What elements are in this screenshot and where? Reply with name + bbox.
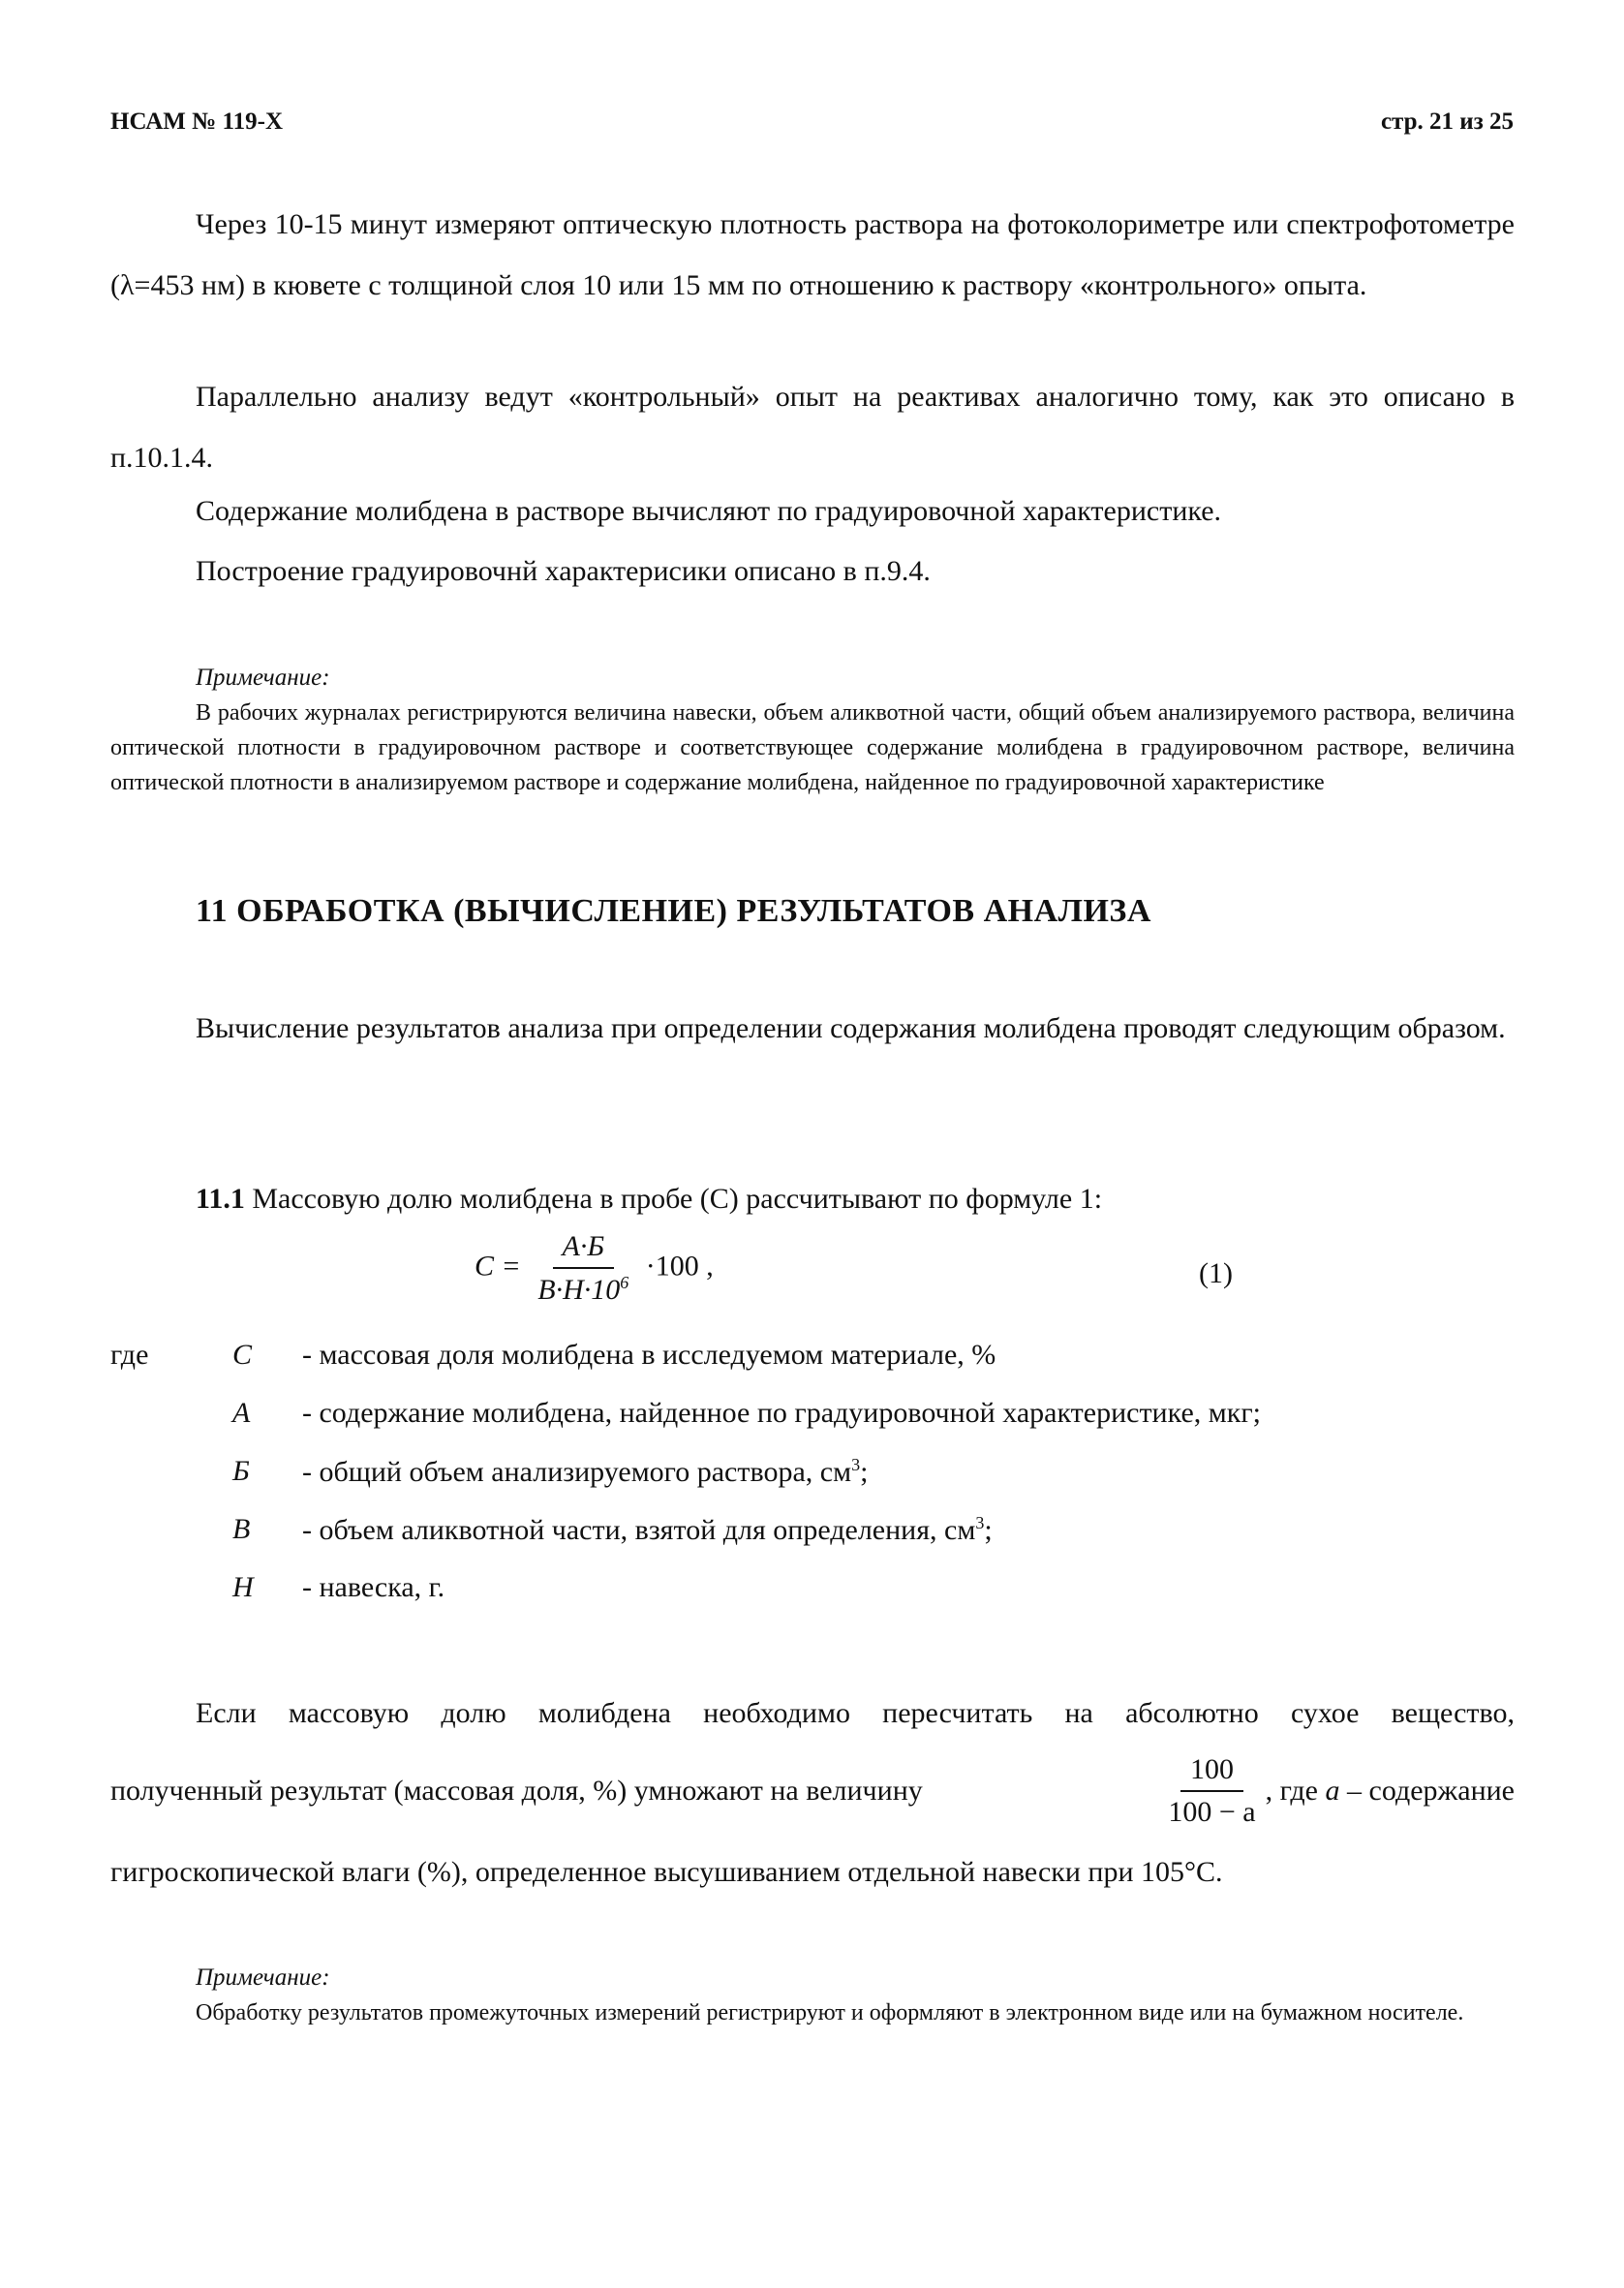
- formula-denominator: $B\cdot H\cdot 10^6$: [537, 1273, 629, 1306]
- desc-h: - навеска, г.: [302, 1571, 445, 1603]
- formula-numerator: A·Б: [553, 1230, 615, 1269]
- dry-text-c: – содержание: [1347, 1775, 1515, 1807]
- dry-numerator: 100: [1180, 1753, 1243, 1792]
- section-heading: 11 ОБРАБОТКА (ВЫЧИСЛЕНИЕ) РЕЗУЛЬТАТОВ АНАЛИЗА: [196, 893, 1151, 929]
- formula-number: (1): [1199, 1257, 1233, 1289]
- formula-lhs: C =: [475, 1250, 521, 1283]
- formula-1: [475, 1230, 714, 1307]
- paragraph-measurement: Через 10-15 минут измеряют оптическую плотность раствора на фотоколориметре или спектрофотометре (λ=453 нм) в кювете с толщиной слоя 10 или 15 мм по отношению к раствору «контрольного» опыта.: [110, 208, 1515, 301]
- dry-var-a: a: [1325, 1775, 1340, 1807]
- formula-fraction: [528, 1230, 638, 1307]
- symbol-v: B: [232, 1513, 251, 1545]
- symbol-a: A: [232, 1397, 251, 1429]
- clause-11-1: [196, 1180, 1102, 1219]
- symbol-b-cyr: Б: [232, 1455, 250, 1487]
- note-title: Примечание:: [196, 665, 330, 691]
- symbol-c: C: [232, 1339, 253, 1371]
- paragraph-control: Параллельно анализу ведут «контрольный» опыт на реактивах аналогично тому, как это описано в п.10.1.4.: [110, 381, 1515, 474]
- desc-b-cyr: - общий объем анализируемого раствора, $см^3$;: [302, 1455, 869, 1488]
- where-label: где: [110, 1339, 149, 1371]
- dry-denominator: 100 − a: [1168, 1796, 1256, 1828]
- note2-text: Обработку результатов промежуточных измерений регистрируют и оформляют в электронном виде или на бумажном носителе.: [196, 2000, 1464, 2025]
- paragraph-calc: Содержание молибдена в растворе вычисляют по градуировочной характеристике.: [196, 495, 1222, 527]
- desc-c: - массовая доля молибдена в исследуемом материале, %: [302, 1339, 996, 1371]
- clause-number: 11.1: [196, 1183, 245, 1215]
- dry-line-2: [110, 1753, 1515, 1829]
- section-intro: Вычисление результатов анализа при определении содержания молибдена проводят следующим образом.: [196, 1012, 1506, 1044]
- note2-title: Примечание:: [196, 1964, 330, 1991]
- dry-line-1: Если массовую долю молибдена необходимо пересчитать на абсолютно сухое вещество,: [196, 1697, 1515, 1729]
- symbol-h: H: [232, 1571, 254, 1603]
- dry-line-3: гигроскопической влаги (%), определенное высушиванием отдельной навески при 105°C.: [110, 1856, 1223, 1888]
- formula-multiplier: ·100 ,: [645, 1250, 714, 1283]
- paragraph-calibration: Построение градуировочнй характерисики описано в п.9.4.: [196, 555, 931, 587]
- desc-v: - объем аликвотной части, взятой для определения, $см^3$;: [302, 1513, 993, 1546]
- desc-a: - содержание молибдена, найденное по градуировочной характеристике, мкг;: [302, 1397, 1261, 1429]
- clause-text: Массовую долю молибдена в пробе (С) рассчитывают по формуле 1:: [252, 1183, 1103, 1215]
- dry-text-b: , где: [1265, 1775, 1318, 1807]
- note-text: В рабочих журналах регистрируются величина навески, объем аликвотной части, общий объем анализируемого раствора, величина оптической плотности в градуировочном растворе и соответствующее содержание молибдена в градуировочном растворе, величина оптической плотности в анализируемом растворе и содержание молибдена, найденное по градуировочной характеристике: [110, 700, 1515, 795]
- page-number: стр. 21 из 25: [1380, 108, 1514, 135]
- dry-fraction: [1158, 1753, 1265, 1829]
- dry-text-a: полученный результат (массовая доля, %) умножают на величину: [110, 1775, 923, 1807]
- document-code: НСАМ № 119-Х: [110, 108, 284, 135]
